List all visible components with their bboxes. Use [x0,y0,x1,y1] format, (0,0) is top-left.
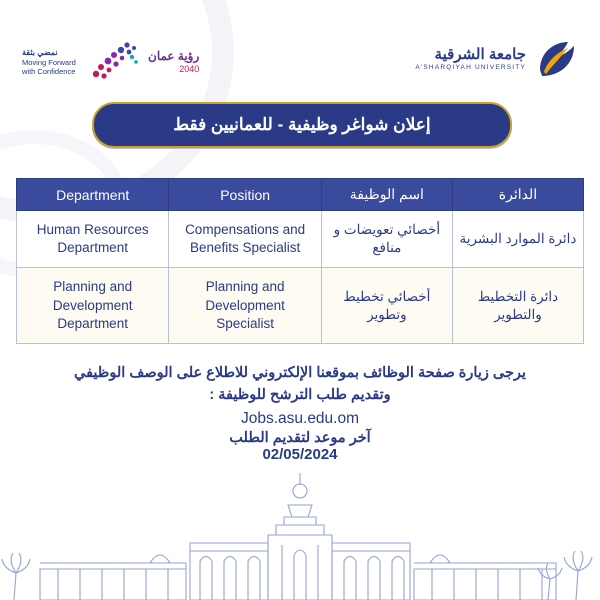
announcement-title-ribbon [92,102,512,148]
university-name-english: A'SHARQIYAH UNIVERSITY [415,64,526,72]
oman-vision-dots-icon [88,40,140,84]
table-header-row [17,179,584,211]
vacancies-table [16,178,584,344]
cell-position-en: Compensations and Benefits Specialist [169,211,321,268]
table-row [17,268,584,344]
cell-department-en: Human Resources Department [17,211,169,268]
emblem-svg [534,38,580,80]
cell-department-ar: دائرة التخطيط والتطوير [452,268,583,344]
column-header-position-en: Position [169,179,321,211]
jobs-website-link[interactable]: Jobs.asu.edu.om [240,409,360,427]
skyline-svg [0,465,600,600]
instructions-line-1: يرجى زيارة صفحة الوظائف بموقعنا الإلكتروني للاطلاع على الوصف الوظيفي [74,365,526,381]
dots-svg [88,40,140,84]
announcement-title-text: إعلان شواغر وظيفية - للعمانيين فقط [173,115,431,134]
tagline-english-line1: Moving Forward [22,58,76,67]
vision-arabic-label: رؤية عمان [148,48,200,63]
table-header [17,179,584,211]
poster-header [0,30,600,100]
campus-skyline-illustration [0,465,600,600]
university-name-block [415,46,526,72]
application-instructions [0,362,600,463]
table-row [17,211,584,268]
instructions-line-2: وتقديم طلب الترشح للوظيفة : [209,387,391,404]
column-header-department-ar: الدائرة [452,179,583,211]
column-header-position-ar: اسم الوظيفة [321,179,452,211]
moving-forward-tagline [22,48,76,77]
university-logo [415,38,580,80]
deadline-date: 02/05/2024 [262,445,338,463]
university-emblem-icon [534,38,580,80]
column-header-department-en: Department [17,179,169,211]
cell-position-en: Planning and Development Specialist [169,268,321,344]
university-name-arabic: جامعة الشرقية [434,46,526,64]
cell-department-en: Planning and Development Department [17,268,169,344]
oman-vision-logo [88,40,199,84]
cell-position-ar: أخصائي تعويضات و منافع [321,211,452,268]
palm-trees [2,551,592,600]
table-body [17,211,584,344]
cell-department-ar: دائرة الموارد البشرية [452,211,583,268]
tagline-arabic: نمضي بثقة [22,48,58,57]
cell-position-ar: أخصائي تخطيط وتطوير [321,268,452,344]
vision-year: 2040 [179,63,200,74]
oman-vision-text [148,50,199,74]
tagline-english-line2: with Confidence [22,67,76,77]
deadline-label: آخر موعد لتقديم الطلب [229,429,371,446]
